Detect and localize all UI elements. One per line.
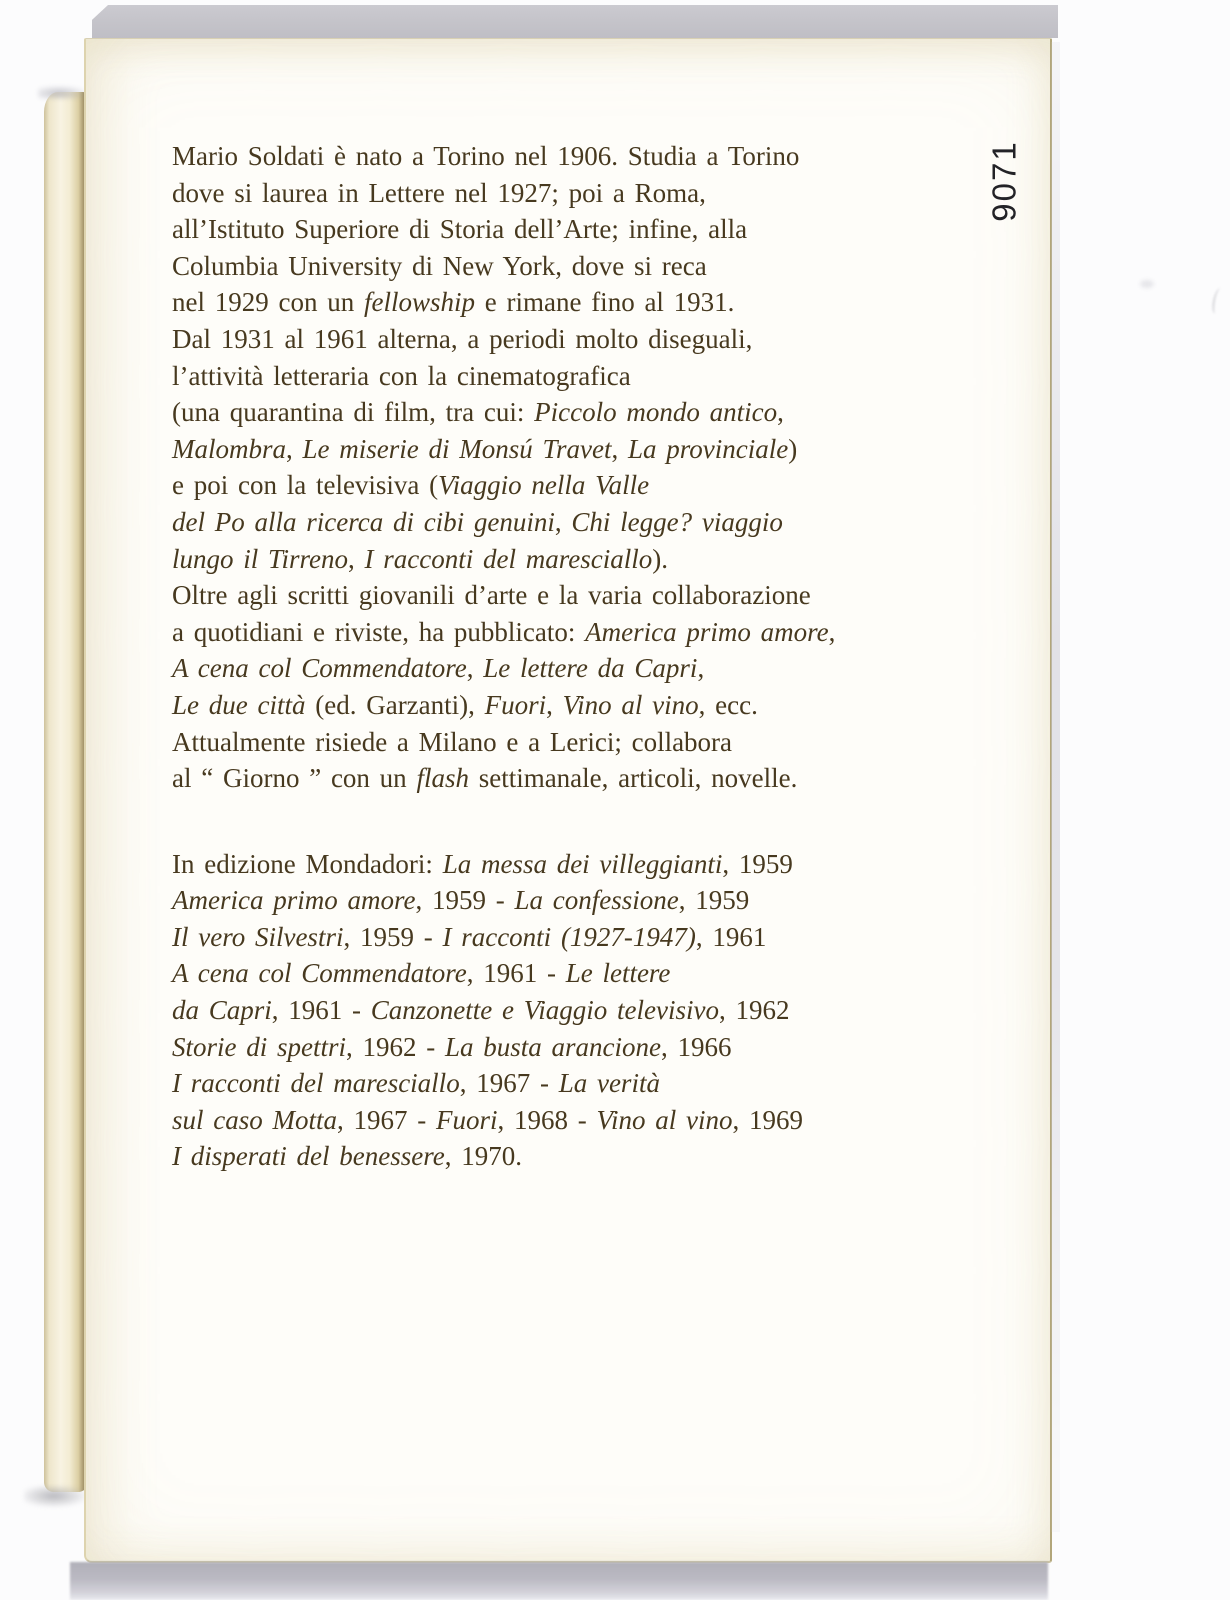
text-run: Chi legge? viaggio [571,506,783,537]
text-line [172,846,835,883]
text-run: Le lettere [565,958,671,989]
text-run: Fuori [484,689,547,720]
text-line [172,882,835,919]
text-run: all’Istituto Superiore di Storia dell’Arte; infine, alla [172,214,748,245]
text-run: Il vero Silvestri [172,921,344,952]
catalog-number [945,121,1065,241]
text-line [172,724,835,761]
text-line [172,577,835,614]
text-run: , 1961 - [271,995,371,1026]
text-run: Mario Soldati è nato a Torino nel 1906. Studia a Torino [172,141,800,171]
text-run: I racconti del maresciallo [364,543,653,574]
text-run: Le due città [172,689,306,720]
text-run: (ed. Garzanti), [305,689,485,720]
text-run: flash [416,763,469,794]
text-run: Vino al vino [562,689,699,720]
text-run: Dal 1931 al 1961 alterna, a periodi molto diseguali, [172,323,753,354]
text-line [172,919,835,956]
text-line [172,138,835,175]
text-run: Canzonette e Viaggio televisivo [370,995,719,1026]
text-line [172,394,835,431]
text-run: Oltre agli scritti giovanili d’arte e la varia collaborazione [172,580,811,611]
text-run: I racconti del maresciallo [172,1068,460,1099]
text-run: lungo il Tirreno [172,543,349,574]
text-line [172,992,835,1029]
text-line [172,321,835,358]
spine-shadow [24,1486,90,1508]
text-run: La messa dei villeggianti [442,848,723,879]
text-run: nel 1929 con un [172,287,364,318]
text-run: Le miserie di Monsú Travet [302,433,612,464]
text-run: da Capri [172,995,272,1026]
text-run: America primo amore [585,616,829,647]
text-run: Columbia University di New York, dove si reca [172,250,707,281]
text-run: Le lettere da Capri [483,653,698,684]
book-cover-top-edge [92,5,1058,38]
text-run: , [554,506,572,537]
text-line [172,284,835,321]
text-line [172,687,835,724]
text-run: La busta arancione [445,1031,662,1062]
text-run: , [777,397,784,428]
text-line [172,955,835,992]
mondadori-editions-paragraph [172,846,835,1175]
text-run: Attualmente risiede a Milano e a Lerici; collabora [172,726,733,757]
text-run: , 1959 [722,848,793,879]
text-line [172,175,835,212]
text-run: fellowship [363,287,475,318]
text-run: I disperati del benessere [172,1141,445,1172]
text-run: , 1959 - [415,885,515,916]
text-run: Storie di spettri [172,1031,346,1062]
text-run: , [546,689,563,720]
text-run: a quotidiani e riviste, ha pubblicato: [172,616,586,647]
text-run: e rimane fino al 1931. [475,287,735,318]
text-run: Malombra [172,433,286,464]
text-run: , 1966 [661,1031,732,1062]
text-run: La provinciale [628,433,789,464]
catalog-number-text: 9071 [985,140,1023,222]
text-line [172,358,835,395]
book-flap-page [84,38,1052,1563]
text-run: , 1962 - [346,1031,445,1062]
text-run: , 1967 - [459,1068,559,1099]
text-line [172,1102,835,1139]
text-line [172,614,835,651]
text-run: l’attività letteraria con la cinematografica [172,360,631,391]
text-run: del Po alla ricerca di cibi genuini [172,506,555,537]
text-run: dove si laurea in Lettere nel 1927; poi a Roma, [172,177,706,208]
text-line [172,1029,835,1066]
text-run: , [697,653,705,684]
text-run: , ecc. [698,689,758,720]
text-run: , [348,543,365,574]
author-bio-paragraph [172,138,835,797]
book-cover-spine-edge [44,92,88,1492]
text-run: , [828,616,836,647]
page-bottom-shadow [70,1562,1048,1600]
text-run: La verità [558,1068,660,1099]
text-line [172,1138,835,1175]
page-edge-reflection [1051,42,1060,1532]
text-line [172,431,835,468]
text-line [172,248,835,285]
text-line [172,504,835,541]
text-run: Vino al vino [596,1104,733,1135]
text-line [172,650,835,687]
text-run: , [611,433,628,464]
text-run: , 1961 - [466,958,566,989]
scan-artifact [1140,280,1154,288]
text-run: (una quarantina di film, tra cui: [172,397,535,428]
text-line [172,467,835,504]
text-run: , [466,653,484,684]
text-run: , 1959 - [343,921,443,952]
text-run: ). [652,543,668,574]
text-run: La confessione [514,885,679,916]
text-line [172,541,835,578]
text-run: , 1959 [678,885,750,916]
flap-text-column [172,138,835,1175]
text-run: al “ Giorno ” con un [172,763,417,794]
text-run: , 1969 [732,1104,803,1135]
text-line [172,760,835,797]
text-run: A cena col Commendatore [172,653,467,684]
text-run: , 1962 [718,995,790,1026]
text-run: settimanale, articoli, novelle. [468,763,798,794]
text-run: I racconti (1927-1947) [442,921,696,952]
text-run: America primo amore [172,885,416,916]
text-run: , 1961 [695,921,767,952]
text-run: A cena col Commendatore [172,958,467,989]
text-run: In edizione Mondadori: [172,848,443,879]
text-run: Fuori [436,1104,498,1135]
text-line [172,211,835,248]
text-run: Piccolo mondo antico [534,397,778,428]
text-line [172,1065,835,1102]
text-run: e poi con la televisiva ( [172,470,439,501]
text-run: sul caso Motta [172,1104,337,1135]
text-run: , 1967 - [337,1104,436,1135]
text-run: , 1970. [444,1141,522,1172]
text-run: Viaggio nella Valle [438,470,650,501]
text-run: , [286,433,303,464]
text-run: , 1968 - [497,1104,597,1135]
scan-artifact [1211,287,1225,314]
text-run: ) [788,433,798,464]
